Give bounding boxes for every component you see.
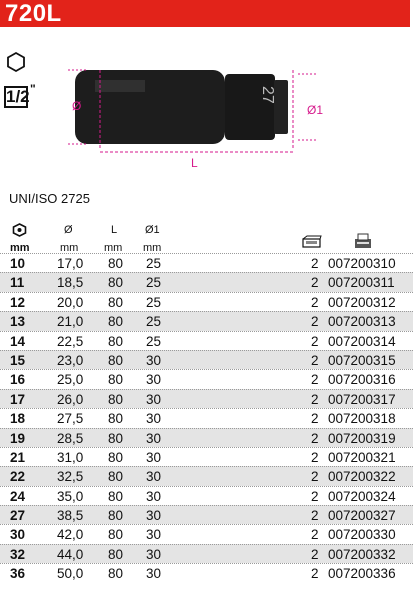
cell-diameter1: 30 bbox=[146, 488, 162, 504]
drive-inch-mark: " bbox=[30, 82, 36, 96]
cell-diameter1: 30 bbox=[146, 566, 162, 582]
cell-quantity: 2 bbox=[311, 488, 319, 504]
cell-size: 18 bbox=[10, 411, 26, 427]
table-row bbox=[0, 292, 413, 311]
cell-size: 11 bbox=[10, 275, 25, 291]
table-row bbox=[0, 253, 413, 272]
cell-quantity: 2 bbox=[311, 372, 319, 388]
length-label: L bbox=[191, 156, 198, 170]
cell-size: 36 bbox=[10, 566, 26, 582]
cell-size: 30 bbox=[10, 527, 26, 543]
cell-quantity: 2 bbox=[311, 391, 319, 407]
cell-code: 007200324 bbox=[328, 488, 396, 504]
cell-diameter1: 30 bbox=[146, 508, 162, 524]
cell-size: 27 bbox=[10, 508, 26, 524]
cell-size: 15 bbox=[10, 352, 26, 368]
drive-size-badge: 1/2 bbox=[6, 87, 30, 106]
cell-code: 007200315 bbox=[328, 352, 396, 368]
cell-length: 80 bbox=[108, 566, 124, 582]
table-row bbox=[0, 428, 413, 447]
cell-size: 22 bbox=[10, 469, 26, 485]
cell-diameter: 25,0 bbox=[57, 372, 84, 388]
table-row bbox=[0, 544, 413, 563]
cell-diameter1: 25 bbox=[146, 333, 162, 349]
cell-diameter: 44,0 bbox=[57, 546, 84, 562]
table-row bbox=[0, 466, 413, 485]
cell-diameter: 31,0 bbox=[57, 449, 84, 465]
cell-length: 80 bbox=[108, 275, 124, 291]
cell-diameter: 27,5 bbox=[57, 411, 84, 427]
cell-quantity: 2 bbox=[311, 546, 319, 562]
cell-diameter1: 30 bbox=[146, 372, 162, 388]
table-row bbox=[0, 486, 413, 505]
cell-length: 80 bbox=[108, 333, 124, 349]
cell-length: 80 bbox=[108, 372, 124, 388]
cell-length: 80 bbox=[108, 508, 124, 524]
table-row bbox=[0, 563, 413, 582]
table-row bbox=[0, 350, 413, 369]
cell-diameter: 28,5 bbox=[57, 430, 84, 446]
table-row bbox=[0, 369, 413, 388]
code-register-icon bbox=[353, 233, 373, 249]
page-title: 720L bbox=[5, 0, 62, 27]
cell-size: 13 bbox=[10, 314, 26, 330]
cell-code: 007200318 bbox=[328, 411, 396, 427]
header-diameter: Ø bbox=[64, 224, 73, 236]
unit-diameter: mm bbox=[60, 242, 79, 254]
cell-diameter: 21,0 bbox=[57, 314, 84, 330]
cell-length: 80 bbox=[108, 391, 124, 407]
cell-length: 80 bbox=[108, 546, 124, 562]
cell-size: 10 bbox=[10, 256, 26, 271]
cell-diameter1: 25 bbox=[146, 275, 162, 291]
cell-code: 007200330 bbox=[328, 527, 396, 543]
cell-size: 21 bbox=[10, 449, 26, 465]
cell-length: 80 bbox=[108, 527, 124, 543]
cell-code: 007200312 bbox=[328, 294, 396, 310]
header-diameter1: Ø1 bbox=[145, 224, 160, 236]
diameter-label: Ø bbox=[72, 99, 82, 113]
cell-quantity: 2 bbox=[311, 314, 319, 330]
cell-size: 19 bbox=[10, 430, 26, 446]
table-row bbox=[0, 389, 413, 408]
cell-length: 80 bbox=[108, 294, 124, 310]
cell-diameter: 23,0 bbox=[57, 352, 84, 368]
cell-diameter: 38,5 bbox=[57, 508, 84, 524]
header-length: L bbox=[111, 224, 118, 236]
table-row bbox=[0, 447, 413, 466]
unit-diameter1: mm bbox=[143, 242, 162, 254]
cell-quantity: 2 bbox=[311, 449, 319, 465]
cell-size: 17 bbox=[10, 391, 26, 407]
table-row bbox=[0, 408, 413, 427]
cell-code: 007200314 bbox=[328, 333, 396, 349]
package-quantity-icon bbox=[302, 236, 322, 248]
table-row bbox=[0, 524, 413, 543]
cell-code: 007200311 bbox=[328, 275, 395, 291]
cell-diameter1: 30 bbox=[146, 527, 162, 543]
cell-code: 007200327 bbox=[328, 508, 396, 524]
cell-length: 80 bbox=[108, 352, 124, 368]
cell-length: 80 bbox=[108, 411, 124, 427]
cell-quantity: 2 bbox=[311, 508, 319, 524]
unit-length: mm bbox=[104, 242, 123, 254]
cell-code: 007200321 bbox=[328, 449, 396, 465]
cell-diameter: 35,0 bbox=[57, 488, 84, 504]
cell-diameter1: 30 bbox=[146, 391, 162, 407]
cell-quantity: 2 bbox=[311, 469, 319, 485]
cell-diameter1: 30 bbox=[146, 469, 162, 485]
cell-size: 32 bbox=[10, 546, 26, 562]
cell-quantity: 2 bbox=[311, 256, 319, 271]
cell-diameter1: 25 bbox=[146, 294, 162, 310]
cell-quantity: 2 bbox=[311, 352, 319, 368]
cell-quantity: 2 bbox=[311, 566, 319, 582]
cell-diameter: 17,0 bbox=[57, 256, 84, 271]
cell-length: 80 bbox=[108, 256, 124, 271]
table-row bbox=[0, 331, 413, 350]
cell-code: 007200316 bbox=[328, 372, 396, 388]
cell-diameter1: 30 bbox=[146, 546, 162, 562]
cell-diameter1: 25 bbox=[146, 256, 162, 271]
cell-length: 80 bbox=[108, 430, 124, 446]
table-row bbox=[0, 311, 413, 330]
cell-code: 007200313 bbox=[328, 314, 396, 330]
cell-length: 80 bbox=[108, 488, 124, 504]
cell-code: 007200332 bbox=[328, 546, 396, 562]
cell-diameter: 22,5 bbox=[57, 333, 84, 349]
cell-size: 24 bbox=[10, 488, 26, 504]
socket-mark: 27 bbox=[259, 86, 276, 104]
cell-diameter1: 30 bbox=[146, 352, 162, 368]
standard-label: UNI/ISO 2725 bbox=[9, 191, 90, 206]
cell-diameter1: 30 bbox=[146, 449, 162, 465]
cell-quantity: 2 bbox=[311, 430, 319, 446]
cell-size: 12 bbox=[10, 294, 26, 310]
cell-code: 007200319 bbox=[328, 430, 396, 446]
cell-quantity: 2 bbox=[311, 411, 319, 427]
cell-length: 80 bbox=[108, 469, 124, 485]
product-table bbox=[0, 253, 413, 583]
cell-size: 16 bbox=[10, 372, 26, 388]
table-row bbox=[0, 272, 413, 291]
cell-quantity: 2 bbox=[311, 294, 319, 310]
cell-quantity: 2 bbox=[311, 333, 319, 349]
cell-diameter1: 25 bbox=[146, 314, 162, 330]
cell-size: 14 bbox=[10, 333, 26, 349]
cell-diameter1: 30 bbox=[146, 430, 162, 446]
hexagon-icon bbox=[6, 52, 26, 72]
cell-diameter: 18,5 bbox=[57, 275, 84, 291]
cell-length: 80 bbox=[108, 449, 124, 465]
cell-quantity: 2 bbox=[311, 527, 319, 543]
cell-diameter: 20,0 bbox=[57, 294, 84, 310]
diameter1-label: Ø1 bbox=[307, 103, 324, 117]
cell-diameter: 26,0 bbox=[57, 391, 84, 407]
cell-diameter: 50,0 bbox=[57, 566, 84, 582]
cell-quantity: 2 bbox=[311, 275, 319, 291]
unit-size: mm bbox=[10, 242, 30, 254]
cell-code: 007200336 bbox=[328, 566, 396, 582]
cell-length: 80 bbox=[108, 314, 124, 330]
cell-code: 007200317 bbox=[328, 391, 396, 407]
hexagon-icon bbox=[12, 223, 27, 237]
cell-diameter: 42,0 bbox=[57, 527, 84, 543]
cell-diameter: 32,5 bbox=[57, 469, 84, 485]
table-row bbox=[0, 505, 413, 524]
socket-drawing bbox=[60, 52, 324, 170]
cell-code: 007200322 bbox=[328, 469, 396, 485]
cell-code: 007200310 bbox=[328, 256, 396, 271]
cell-diameter1: 30 bbox=[146, 411, 162, 427]
